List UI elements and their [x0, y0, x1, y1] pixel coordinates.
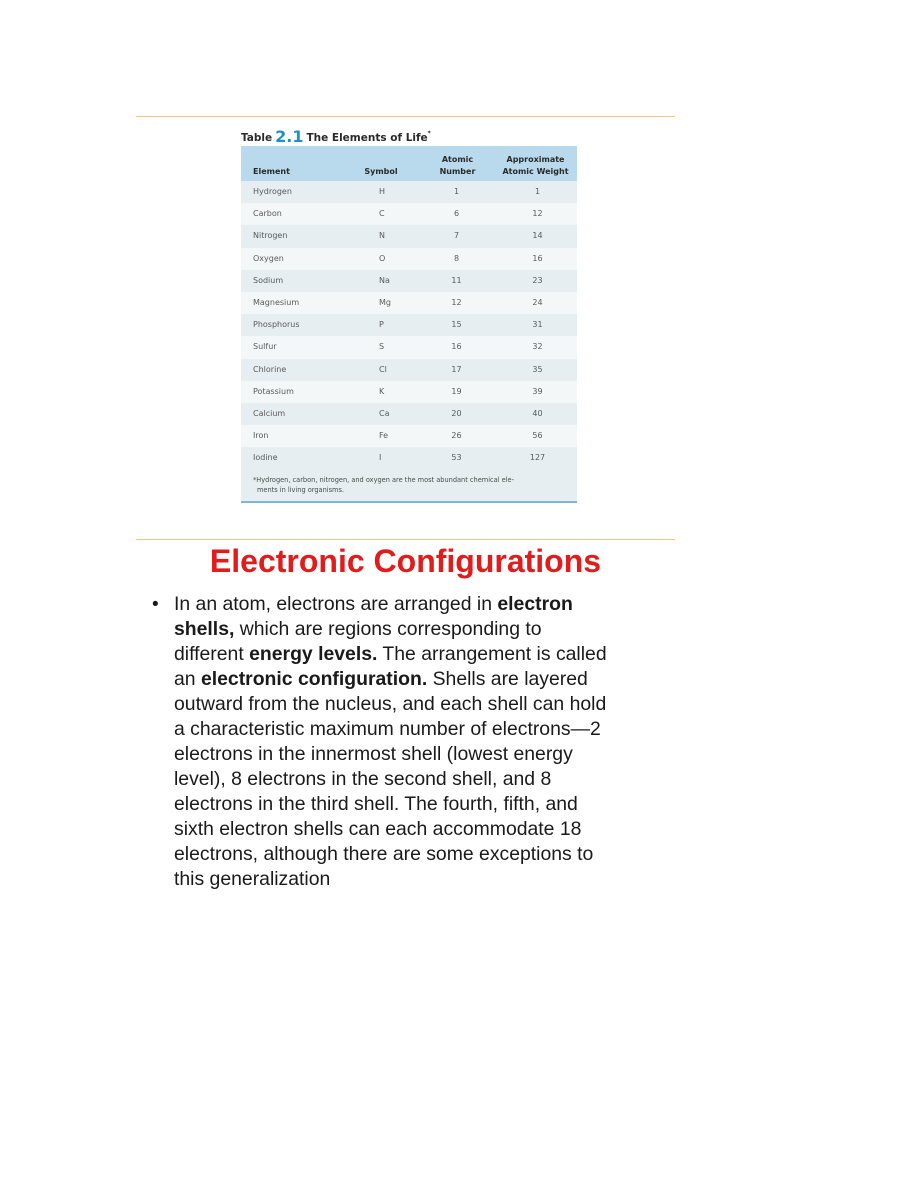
cell-symbol: Fe [341, 425, 421, 447]
cell-atomic-weight: 32 [494, 336, 577, 358]
table-row [241, 447, 577, 469]
text-segment: level), 8 electrons in the second shell, and 8 [174, 768, 552, 790]
section-title: Electronic Configurations [209, 543, 602, 579]
cell-symbol: H [341, 181, 421, 203]
cell-atomic-weight: 40 [494, 403, 577, 425]
cell-atomic-weight: 14 [494, 225, 577, 247]
text-line [174, 867, 652, 892]
cell-atomic-weight: 35 [494, 359, 577, 381]
cell-atomic-weight: 24 [494, 292, 577, 314]
cell-atomic-weight: 1 [494, 181, 577, 203]
header-symbol: Symbol [341, 146, 421, 181]
header-atomic-weight-line1: Approximate [506, 155, 565, 164]
text-segment: a characteristic maximum number of electrons—2 [174, 718, 601, 740]
cell-symbol: K [341, 381, 421, 403]
text-segment: Shells are layered [427, 668, 588, 690]
cell-element: Nitrogen [241, 225, 341, 247]
cell-element: Chlorine [241, 359, 341, 381]
table-row [241, 181, 577, 203]
table-row [241, 425, 577, 447]
cell-atomic-weight: 23 [494, 270, 577, 292]
text-segment: electrons in the third shell. The fourth, fifth, and [174, 793, 578, 815]
text-segment: sixth electron shells can each accommodate 18 [174, 818, 582, 840]
text-segment: this generalization [174, 868, 331, 890]
bold-term: shells, [174, 618, 235, 640]
table-caption-title: The Elements of Life [306, 132, 428, 144]
table-caption [241, 126, 577, 146]
cell-element: Calcium [241, 403, 341, 425]
text-segment: In an atom, electrons are arranged in [174, 593, 498, 615]
table-footnote-line1: *Hydrogen, carbon, nitrogen, and oxygen are the most abundant chemical ele- [253, 476, 514, 485]
cell-element: Iron [241, 425, 341, 447]
elements-table [241, 146, 577, 469]
text-line [174, 742, 652, 767]
cell-symbol: S [341, 336, 421, 358]
table-row [241, 314, 577, 336]
table-row [241, 359, 577, 381]
cell-element: Potassium [241, 381, 341, 403]
cell-symbol: N [341, 225, 421, 247]
text-line [174, 842, 652, 867]
cell-atomic-number: 53 [421, 447, 494, 469]
cell-atomic-number: 12 [421, 292, 494, 314]
table-row [241, 381, 577, 403]
text-line [174, 792, 652, 817]
cell-symbol: I [341, 447, 421, 469]
cell-atomic-number: 19 [421, 381, 494, 403]
bold-term: energy levels. [249, 643, 378, 665]
table-row [241, 203, 577, 225]
text-line [174, 667, 652, 692]
cell-atomic-weight: 56 [494, 425, 577, 447]
table-row [241, 403, 577, 425]
table-row [241, 225, 577, 247]
text-segment: an [174, 668, 201, 690]
text-segment: electrons in the innermost shell (lowest energy [174, 743, 573, 765]
cell-atomic-number: 15 [421, 314, 494, 336]
table-row [241, 336, 577, 358]
cell-atomic-weight: 16 [494, 248, 577, 270]
text-segment: outward from the nucleus, and each shell can hold [174, 693, 607, 715]
cell-atomic-weight: 39 [494, 381, 577, 403]
text-line [174, 817, 652, 842]
table-footnote [241, 469, 577, 503]
cell-atomic-weight: 12 [494, 203, 577, 225]
text-line [174, 717, 652, 742]
text-line [174, 767, 652, 792]
header-atomic-number-line1: Atomic [441, 155, 474, 164]
text-line [174, 692, 652, 717]
table-caption-number: 2.1 [275, 127, 304, 146]
cell-atomic-number: 11 [421, 270, 494, 292]
bold-term: electron [497, 593, 573, 615]
cell-symbol: Cl [341, 359, 421, 381]
cell-element: Sodium [241, 270, 341, 292]
table-caption-word: Table [241, 132, 273, 144]
header-atomic-number [421, 146, 494, 181]
cell-symbol: O [341, 248, 421, 270]
table-row [241, 270, 577, 292]
text-segment: electrons, although there are some exceptions to [174, 843, 594, 865]
text-segment: The arrangement is called [377, 643, 607, 665]
middle-divider [136, 539, 675, 540]
cell-element: Iodine [241, 447, 341, 469]
bullet-marker: • [152, 594, 159, 615]
cell-element: Hydrogen [241, 181, 341, 203]
table-body [241, 181, 577, 469]
cell-atomic-number: 8 [421, 248, 494, 270]
header-atomic-weight-line2: Atomic Weight [502, 167, 569, 176]
table-row [241, 248, 577, 270]
elements-table-figure [241, 126, 577, 503]
cell-symbol: Ca [341, 403, 421, 425]
cell-symbol: Mg [341, 292, 421, 314]
header-element: Element [241, 146, 341, 181]
table-header-row [241, 146, 577, 181]
cell-element: Oxygen [241, 248, 341, 270]
text-segment: which are regions corresponding to [234, 618, 542, 640]
cell-atomic-number: 20 [421, 403, 494, 425]
cell-atomic-number: 17 [421, 359, 494, 381]
top-divider [136, 116, 675, 117]
bullet-paragraph [152, 592, 652, 892]
header-atomic-weight [494, 146, 577, 181]
cell-atomic-weight: 127 [494, 447, 577, 469]
text-segment: different [174, 643, 250, 665]
cell-element: Magnesium [241, 292, 341, 314]
cell-atomic-weight: 31 [494, 314, 577, 336]
cell-element: Carbon [241, 203, 341, 225]
text-line [174, 617, 652, 642]
cell-symbol: C [341, 203, 421, 225]
cell-atomic-number: 7 [421, 225, 494, 247]
table-caption-mark: * [427, 130, 431, 137]
text-line [174, 592, 652, 617]
cell-element: Sulfur [241, 336, 341, 358]
table-row [241, 292, 577, 314]
cell-atomic-number: 26 [421, 425, 494, 447]
text-line [174, 642, 652, 667]
bold-term: electronic configuration. [200, 668, 428, 690]
table-footnote-line2: ments in living organisms. [257, 486, 344, 495]
header-atomic-number-line2: Number [439, 167, 476, 176]
bullet-text [174, 592, 652, 892]
cell-symbol: Na [341, 270, 421, 292]
cell-symbol: P [341, 314, 421, 336]
cell-atomic-number: 6 [421, 203, 494, 225]
cell-atomic-number: 16 [421, 336, 494, 358]
cell-element: Phosphorus [241, 314, 341, 336]
cell-atomic-number: 1 [421, 181, 494, 203]
